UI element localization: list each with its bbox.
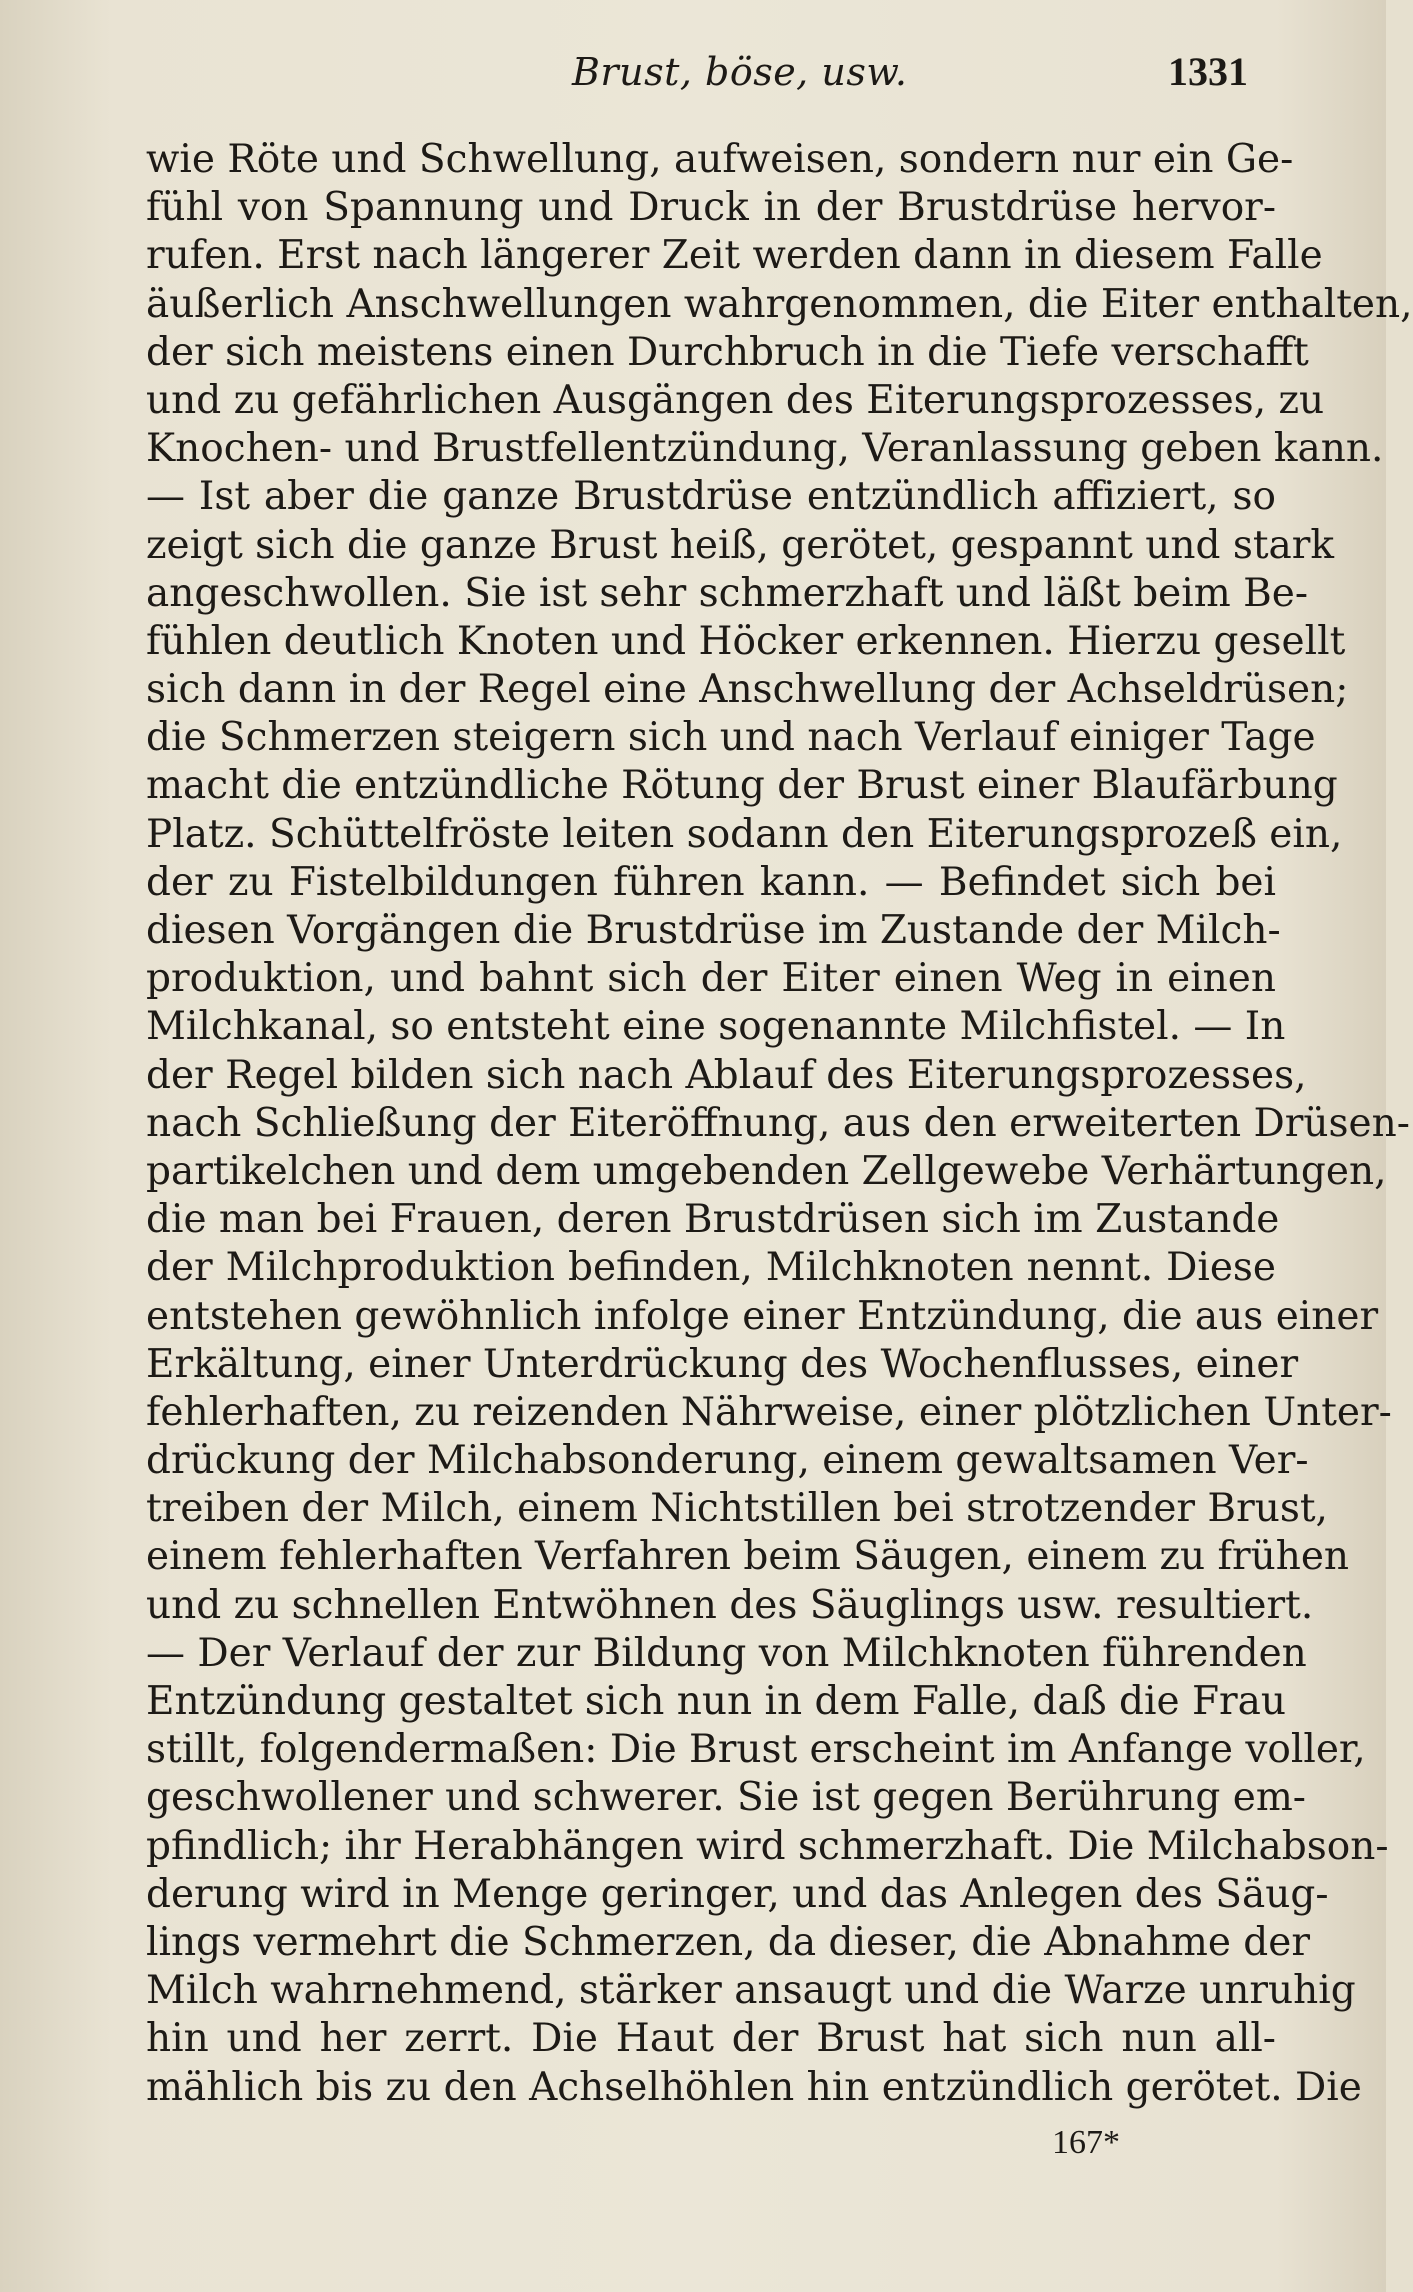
text-line: derung wird in Menge geringer, und das Anlegen des Säug-	[146, 1871, 1329, 1917]
text-line: macht die entzündliche Rötung der Brust einer Blaufärbung	[146, 763, 1338, 809]
body-text	[146, 136, 1413, 2112]
text-line: nach Schließung der Eiteröffnung, aus den erweiterten Drüsen-	[146, 1100, 1410, 1146]
text-line: stillt, folgendermaßen: Die Brust erscheint im Anfange voller,	[146, 1727, 1366, 1773]
text-line: partikelchen und dem umgebenden Zellgewebe Verhärtungen,	[146, 1148, 1387, 1194]
text-line: einem fehlerhaften Verfahren beim Säugen, einem zu frühen	[146, 1534, 1350, 1580]
text-line: — Der Verlauf der zur Bildung von Milchknoten führenden	[146, 1630, 1307, 1676]
text-line: der Regel bilden sich nach Ablauf des Eiterungsprozesses,	[146, 1052, 1307, 1098]
text-line: die man bei Frauen, deren Brustdrüsen sich im Zustande	[146, 1197, 1280, 1243]
text-line: der Milchproduktion befinden, Milchknoten nennt. Diese	[146, 1245, 1276, 1291]
text-line: zeigt sich die ganze Brust heiß, gerötet, gespannt und stark	[146, 522, 1335, 568]
text-line: und zu gefährlichen Ausgängen des Eiterungsprozesses, zu	[146, 377, 1325, 423]
text-line: Milchkanal, so entsteht eine sogenannte Milchfistel. — In	[146, 1004, 1286, 1050]
text-line: drückung der Milchabsonderung, einem gewaltsamen Ver-	[146, 1438, 1309, 1484]
text-line: Platz. Schüttelfröste leiten sodann den Eiterungsprozeß ein,	[146, 811, 1343, 857]
text-line: äußerlich Anschwellungen wahrgenommen, die Eiter enthalten,	[146, 281, 1413, 327]
text-line: die Schmerzen steigern sich und nach Verlauf einiger Tage	[146, 715, 1316, 761]
signature-mark: 167*	[1052, 2124, 1120, 2161]
running-head-title: Brust, böse, usw.	[572, 50, 908, 94]
page-number: 1331	[1168, 49, 1248, 94]
text-line: produktion, und bahnt sich der Eiter einen Weg in einen	[146, 956, 1276, 1002]
text-line: der zu Fistelbildungen führen kann. — Befindet sich bei	[146, 859, 1276, 905]
text-line: Erkältung, einer Unterdrückung des Wochenflusses, einer	[146, 1341, 1299, 1387]
text-line: wie Röte und Schwellung, aufweisen, sondern nur ein Ge-	[146, 137, 1294, 182]
text-line: Knochen- und Brustfellentzündung, Veranlassung geben kann.	[146, 426, 1384, 472]
text-line: fehlerhaften, zu reizenden Nährweise, einer plötzlichen Unter-	[146, 1389, 1392, 1435]
text-line: — Ist aber die ganze Brustdrüse entzündlich affiziert, so	[146, 474, 1276, 520]
running-head	[0, 44, 1386, 104]
text-line: treiben der Milch, einem Nichtstillen bei strotzender Brust,	[146, 1486, 1328, 1532]
text-line: fühlen deutlich Knoten und Höcker erkennen. Hierzu gesellt	[146, 618, 1346, 664]
text-line: der sich meistens einen Durchbruch in die Tiefe verschafft	[146, 329, 1309, 375]
text-line: rufen. Erst nach längerer Zeit werden dann in diesem Falle	[146, 233, 1323, 279]
text-line: und zu schnellen Entwöhnen des Säuglings usw. resultiert.	[146, 1582, 1314, 1628]
text-line: lings vermehrt die Schmerzen, da dieser, die Abnahme der	[146, 1919, 1310, 1965]
text-line: Entzündung gestaltet sich nun in dem Falle, daß die Frau	[146, 1679, 1287, 1724]
text-line: sich dann in der Regel eine Anschwellung der Achseldrüsen;	[146, 667, 1349, 713]
text-line: angeschwollen. Sie ist sehr schmerzhaft und läßt beim Be-	[146, 570, 1309, 616]
text-line: Milch wahrnehmend, stärker ansaugt und die Warze unruhig	[146, 1968, 1356, 2014]
text-line: fühl von Spannung und Druck in der Brustdrüse hervor-	[146, 185, 1276, 231]
text-line: geschwollener und schwerer. Sie ist gegen Berührung em-	[146, 1775, 1306, 1821]
text-line: hin und her zerrt. Die Haut der Brust hat sich nun all-	[146, 2016, 1276, 2062]
text-line: entstehen gewöhnlich infolge einer Entzündung, die aus einer	[146, 1293, 1379, 1339]
text-line: diesen Vorgängen die Brustdrüse im Zustande der Milch-	[146, 908, 1281, 953]
text-line: pfindlich; ihr Herabhängen wird schmerzhaft. Die Milchabson-	[146, 1823, 1389, 1869]
text-line: mählich bis zu den Achselhöhlen hin entzündlich gerötet. Die	[146, 2064, 1362, 2110]
